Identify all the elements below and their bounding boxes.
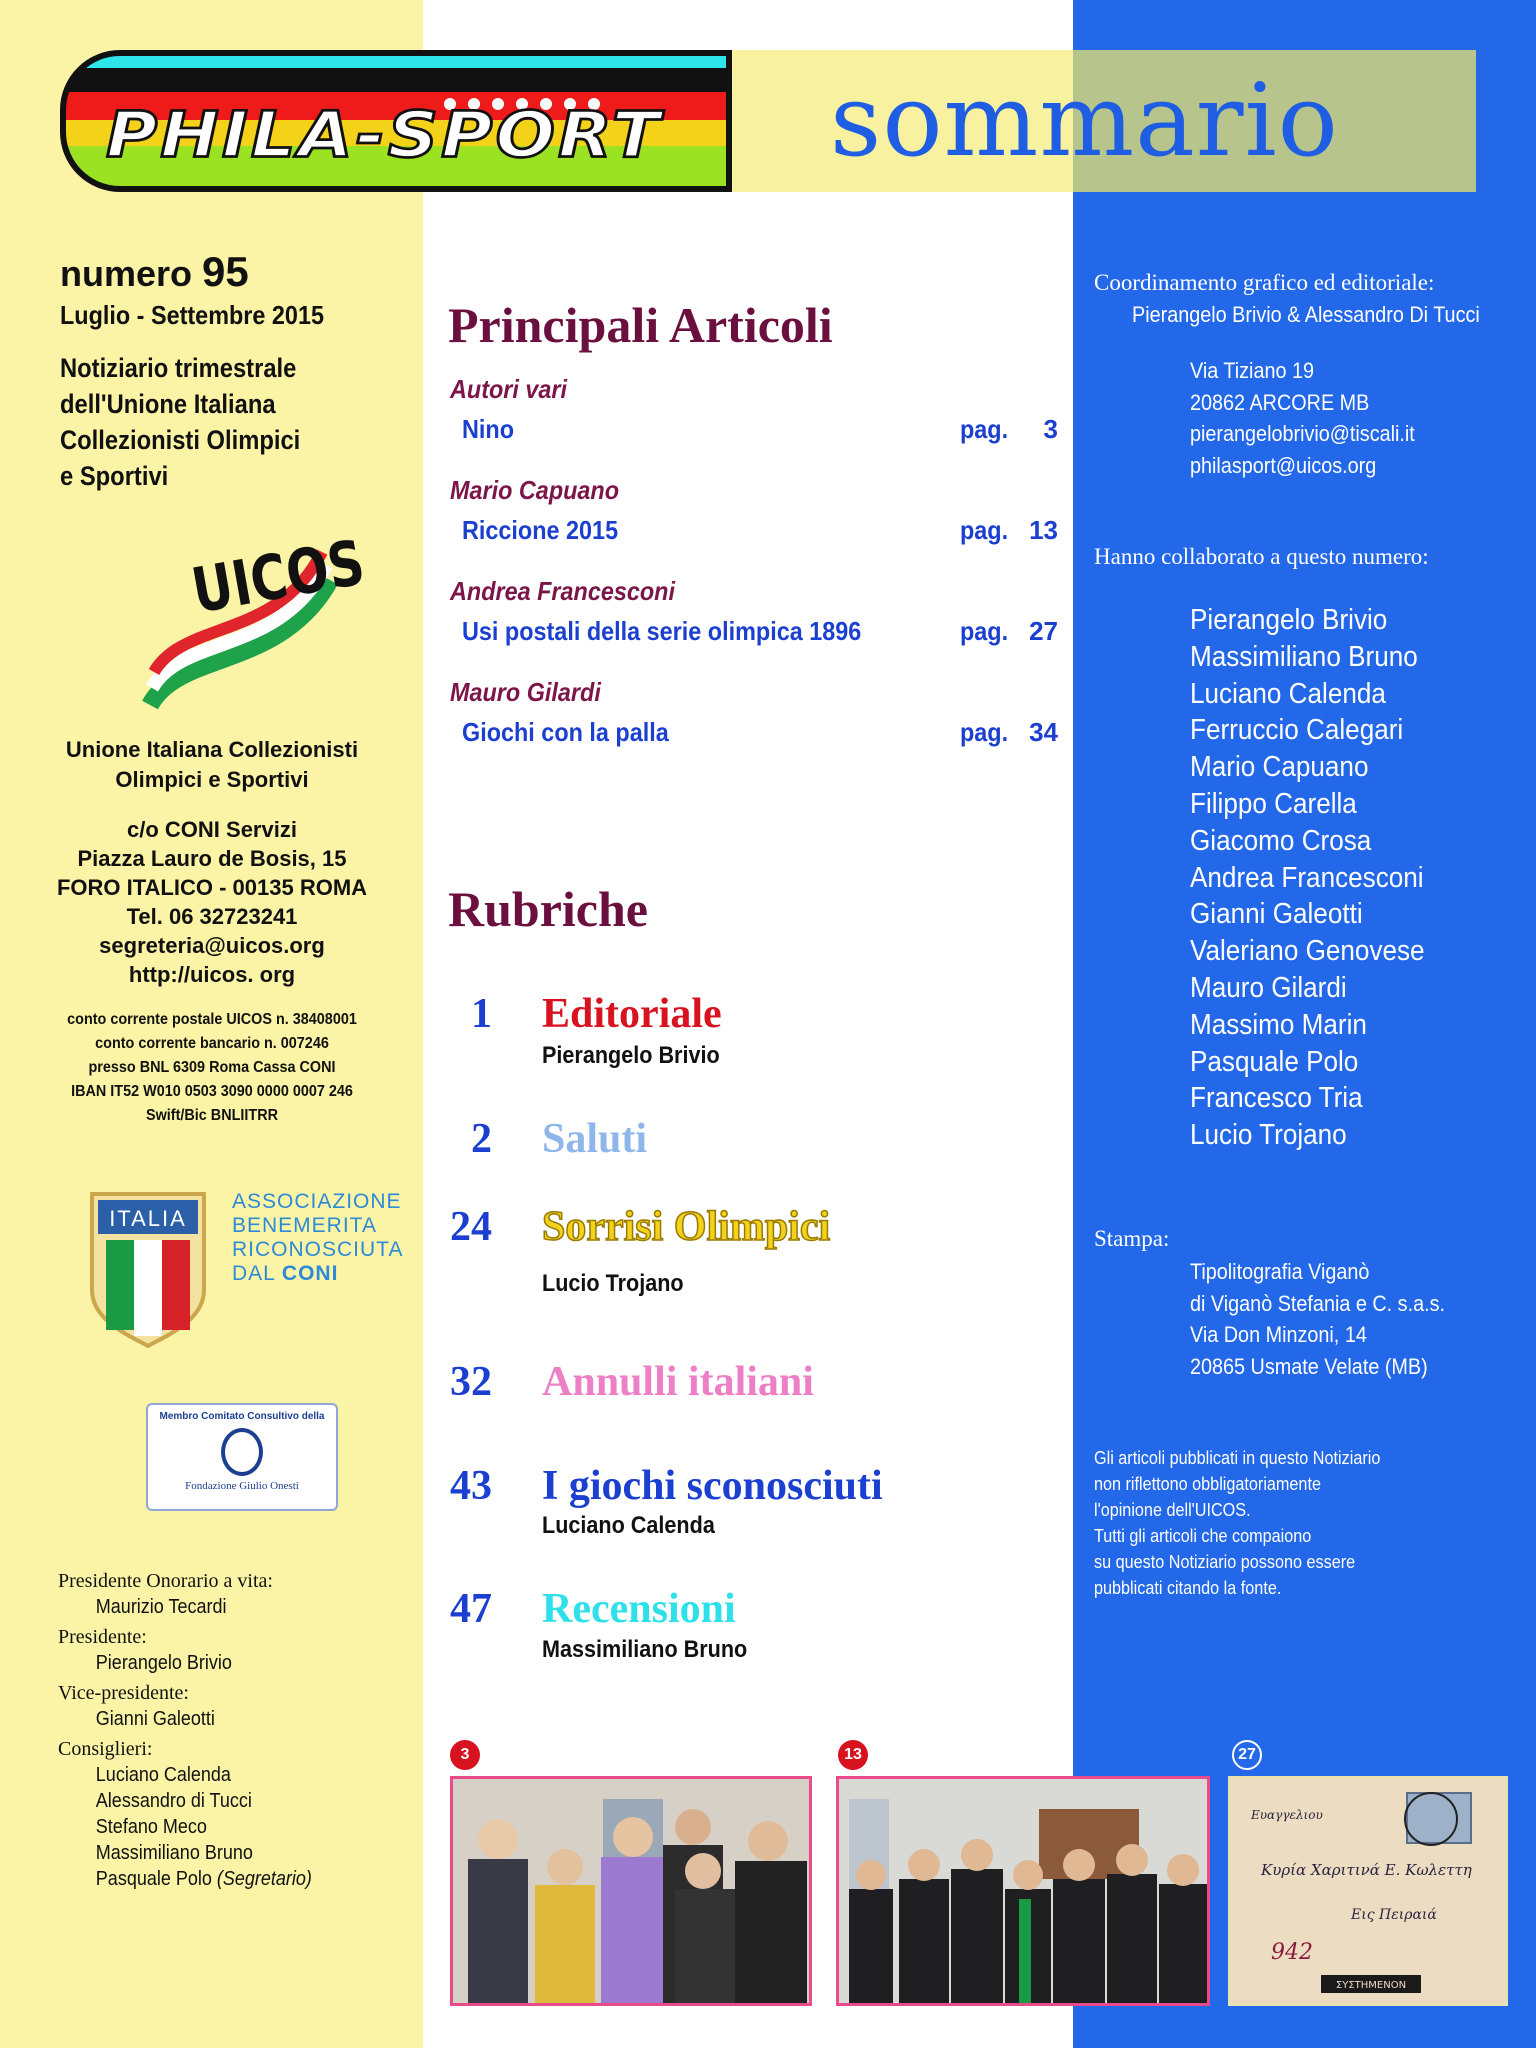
rubrica-page-number: 47 (450, 1586, 492, 1632)
article-page-number: 3 (1043, 414, 1058, 444)
phila-sport-logo (60, 50, 732, 192)
photo-envelope-1896[interactable] (1228, 1776, 1508, 2006)
article-title-link[interactable]: Usi postali della serie olimpica 1896 (462, 616, 862, 646)
article-page-number: 34 (1029, 717, 1058, 747)
rubrica-title-link[interactable]: Editoriale (542, 991, 722, 1037)
svg-text:942: 942 (1271, 1940, 1313, 1965)
article-author: Autori vari (450, 374, 568, 404)
rubrica-page-number: 1 (471, 991, 492, 1037)
photo-group-nino[interactable] (450, 1776, 812, 2006)
website-link[interactable]: http://uicos. org (128, 962, 296, 987)
org-address: c/o CONI Servizi Piazza Lauro de Bosis, 15 FORO ITALICO - 00135 ROMA Tel. 06 32723241 segreteria@uicos.org http://uicos. org (30, 815, 394, 989)
rubrica-title-link[interactable]: Recensioni (542, 1586, 736, 1632)
page-label: pag. (960, 515, 1009, 545)
fondazione-onesti-badge: Membro Comitato Consultivo della Fondazione Giulio Onesti (146, 1403, 338, 1511)
uicos-logo (140, 520, 370, 720)
rubrica-page-number: 2 (471, 1116, 492, 1162)
articles-heading: Principali Articoli (448, 297, 833, 353)
article-author: Mauro Gilardi (450, 677, 601, 707)
rubrica-author: Pierangelo Brivio (542, 1042, 720, 1069)
photo-page-badge: 3 (450, 1740, 480, 1770)
rubrica-author: Luciano Calenda (542, 1512, 715, 1539)
org-name: Unione Italiana Collezionisti Olimpici e Sportivi (65, 737, 359, 792)
rubrica-title-link[interactable]: Sorrisi Olimpici (542, 1204, 831, 1250)
envelope-icon (1231, 1779, 1508, 2006)
page-label: pag. (960, 616, 1009, 646)
rubrica-title-link[interactable]: Saluti (542, 1116, 648, 1162)
issue-number: numero 95 (60, 248, 249, 295)
printer-info: Tipolitografia Viganò di Viganò Stefania e C. s.a.s. Via Don Minzoni, 14 20865 Usmate Velate (MB) (1190, 1259, 1445, 1379)
rubrica-page-number: 24 (450, 1204, 492, 1250)
page-label: pag. (960, 414, 1009, 444)
board-list: Presidente Onorario a vita: Maurizio Tecardi Presidente: Pierangelo Brivio Vice-presidente: Gianni Galeotti Consiglieri: Luciano Calenda Alessandro di Tucci Stefano Meco Massimiliano Bruno Pasquale Polo (Segretario) (58, 1570, 312, 1890)
rubrica-title-link[interactable]: I giochi sconosciuti (542, 1463, 883, 1509)
page-label: pag. (960, 717, 1009, 747)
svg-text:Κυρία Χαριτινά Ε. Κωλεττη: Κυρία Χαριτινά Ε. Κωλεττη (1261, 1861, 1472, 1879)
article-title-link[interactable]: Giochi con la palla (462, 717, 669, 747)
article-page-number: 27 (1029, 616, 1058, 646)
coni-recognition-text: ASSOCIAZIONE BENEMERITA RICONOSCIUTA DAL CONI (232, 1190, 404, 1285)
svg-text:ITALIA: ITALIA (109, 1206, 187, 1231)
article-title-link[interactable]: Riccione 2015 (462, 515, 619, 545)
rubrica-title-link[interactable]: Annulli italiani (542, 1359, 814, 1405)
editor-address: Via Tiziano 19 20862 ARCORE MB pierangelobrivio@tiscali.it philasport@uicos.org (1190, 355, 1415, 481)
issue-date: Luglio - Settembre 2015 (60, 300, 324, 330)
onesti-logo-icon (221, 1428, 263, 1476)
print-label: Stampa: (1094, 1226, 1170, 1251)
coord-names: Pierangelo Brivio & Alessandro Di Tucci (1132, 302, 1480, 327)
people-photo-icon (453, 1779, 812, 2006)
editor-email-link[interactable]: pierangelobrivio@tiscali.it (1190, 421, 1415, 446)
collaborators-list: Pierangelo Brivio Massimiliano Bruno Luciano Calenda Ferruccio Calegari Mario Capuano Filippo Carella Giacomo Crosa Andrea Francesconi Gianni Galeotti Valeriano Genovese Mauro Gilardi Massimo Marin Pasquale Polo Francesco Tria Lucio Trojano (1190, 604, 1425, 1152)
coni-shield-icon (88, 1190, 208, 1350)
issue-description: Notiziario trimestrale dell'Unione Italiana Collezionisti Olimpici e Sportivi (60, 353, 301, 491)
people-photo-icon (839, 1779, 1210, 2006)
page-title: sommario (830, 62, 1339, 179)
photo-page-badge: 13 (838, 1740, 868, 1770)
article-page-number: 13 (1029, 515, 1058, 545)
philasport-email-link[interactable]: philasport@uicos.org (1190, 452, 1377, 478)
rubrica-author: Massimiliano Bruno (542, 1636, 748, 1663)
rubriche-heading: Rubriche (448, 881, 648, 937)
article-author: Andrea Francesconi (450, 576, 675, 606)
collab-label: Hanno collaborato a questo numero: (1094, 544, 1429, 569)
email-link[interactable]: segreteria@uicos.org (99, 933, 325, 958)
rubrica-page-number: 32 (450, 1359, 492, 1405)
svg-text:Ευαγγελιου: Ευαγγελιου (1251, 1808, 1323, 1822)
logo-text: PHILA-SPORT (106, 98, 663, 172)
article-author: Mario Capuano (450, 475, 620, 505)
rubrica-author: Lucio Trojano (542, 1270, 684, 1297)
coord-label: Coordinamento grafico ed editoriale: (1094, 270, 1435, 295)
disclaimer: Gli articoli pubblicati in questo Notiziario non riflettono obbligatoriamente l'opinione dell'UICOS. Tutti gli articoli che compaiono su questo Notiziario possono essere pubblicati citando la fonte. (1094, 1448, 1381, 1598)
svg-text:Εις Πειραιά: Εις Πειραιά (1351, 1907, 1437, 1923)
article-title-link[interactable]: Nino (462, 414, 514, 444)
uicos-text: UICOS (186, 525, 370, 628)
rubrica-page-number: 43 (450, 1463, 492, 1509)
bank-details: conto corrente postale UICOS n. 38408001 conto corrente bancario n. 007246 presso BNL 6309 Roma Cassa CONI IBAN IT52 W010 0503 3090 0000 0007 246 Swift/Bic BNLIITRR (67, 1011, 357, 1124)
svg-text:ΣΥΣΤΗΜΕΝΟΝ: ΣΥΣΤΗΜΕΝΟΝ (1335, 1980, 1407, 1991)
photo-riccione[interactable] (836, 1776, 1210, 2006)
photo-page-badge: 27 (1232, 1740, 1262, 1770)
